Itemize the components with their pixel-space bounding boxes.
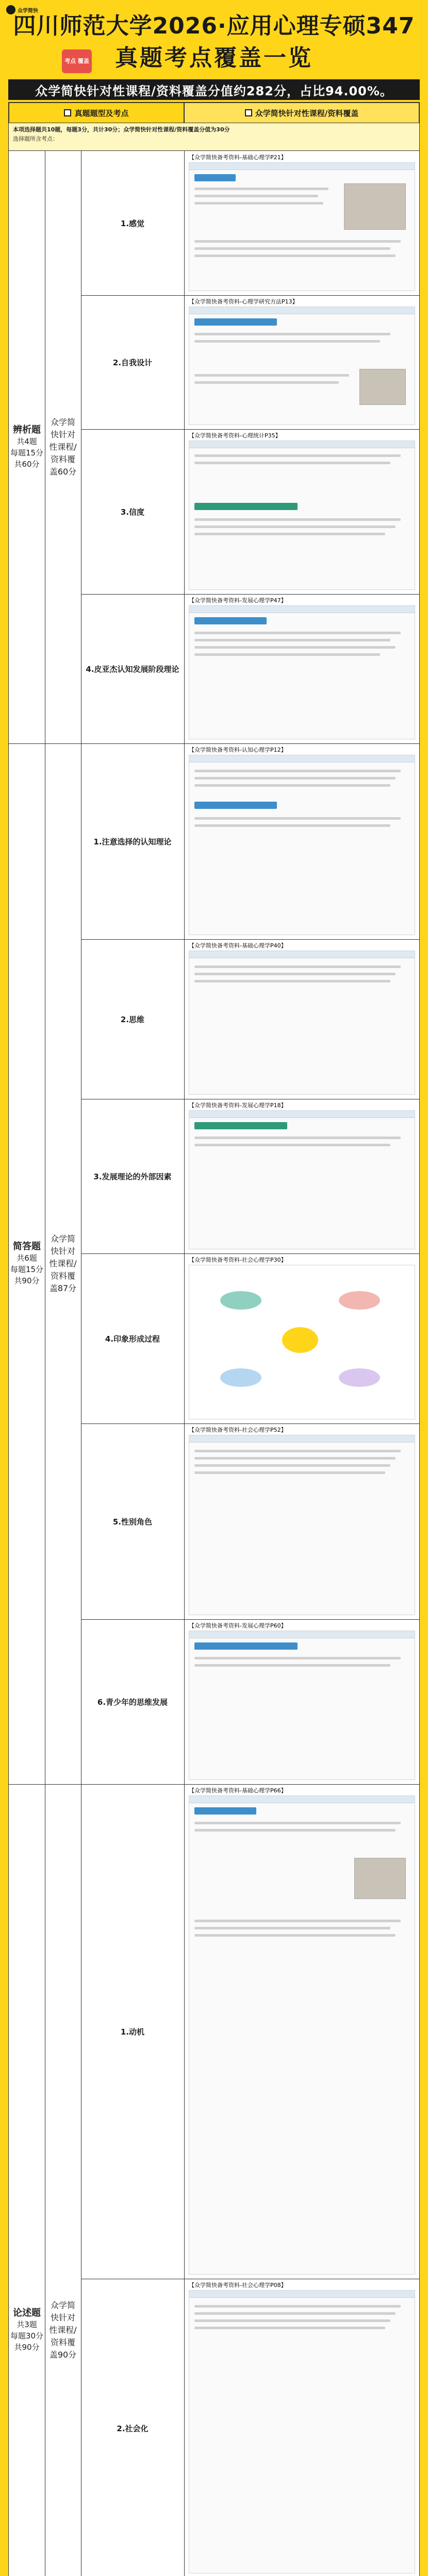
checkbox-icon	[245, 109, 252, 116]
section-name: 辨析题	[13, 425, 41, 435]
reference-shot	[184, 1423, 419, 1619]
coverage-note-2: 众学简快针对性课程/资料覆盖87分	[49, 1234, 77, 1293]
section-total: 共90分	[14, 2343, 40, 2352]
checkbox-icon	[64, 109, 71, 116]
table-header-right	[184, 103, 419, 123]
table-header-left-label: 真题题型及考点	[74, 108, 129, 118]
shot-label: 【众学简快备考资料-认知心理学P12】	[189, 747, 287, 753]
reference-shot	[184, 1253, 419, 1423]
reference-shot	[184, 1784, 419, 2279]
topic-2-5: 5.性别角色	[112, 1517, 153, 1527]
topic-2-2: 2.思维	[120, 1014, 145, 1024]
topic-2-3: 3.发展理论的外部因素	[93, 1172, 172, 1181]
shot-label: 【众学简快备考资料-发展心理学P60】	[189, 1622, 287, 1629]
section-points: 每题15分	[10, 448, 44, 457]
section-points: 每题30分	[10, 2331, 44, 2341]
coverage-table	[8, 102, 420, 2576]
table-header-left	[9, 103, 184, 123]
shot-label: 【众学简快备考资料-社会心理学P30】	[189, 1257, 287, 1263]
section-count: 共6题	[17, 1253, 37, 1263]
reference-shot	[184, 2279, 419, 2576]
shot-label: 【众学简快备考资料-基础心理学P40】	[189, 942, 287, 949]
page-title-line2: 真题考点覆盖一览	[115, 45, 313, 71]
shot-label: 【众学简快备考资料-基础心理学P66】	[189, 1787, 287, 1794]
section-label-3	[9, 1784, 45, 2576]
section-points: 每题15分	[10, 1265, 44, 1274]
section-label-2	[9, 743, 45, 1784]
topic-1-2: 2.自我设计	[112, 358, 153, 367]
coverage-note-3: 众学简快针对性课程/资料覆盖90分	[49, 2300, 77, 2360]
topic-1-1: 1.感觉	[120, 218, 145, 228]
section-name: 论述题	[13, 2308, 41, 2318]
topic-2-4: 4.印象形成过程	[105, 1334, 160, 1344]
shot-label: 【众学简快备考资料-发展心理学P47】	[189, 597, 287, 604]
mindmap	[189, 1265, 415, 1419]
summary-line1: 本项选择题共10题，每题3分，共计30分；众学简快针对性课程/资料覆盖分值为30分	[13, 126, 230, 133]
summary-line2: 选择题所含考点：	[13, 135, 58, 142]
topic-3-2: 2.社会化	[117, 2424, 149, 2433]
shot-label: 【众学简快备考资料-发展心理学P18】	[189, 1102, 287, 1109]
shot-label: 【众学简快备考资料-心理学研究方法P13】	[189, 298, 298, 305]
reference-shot	[184, 1619, 419, 1784]
section-label-1	[9, 151, 45, 743]
shot-label: 【众学简快备考资料-社会心理学P08】	[189, 2282, 287, 2289]
reference-shot	[184, 939, 419, 1099]
photo-icon	[344, 183, 406, 230]
coverage-badge: 考点 覆盖	[62, 49, 92, 73]
coverage-note-1: 众学简快针对性课程/资料覆盖60分	[49, 417, 77, 477]
topic-2-6: 6.青少年的思维发展	[97, 1697, 168, 1707]
topic-3-1: 1.动机	[120, 2027, 145, 2037]
logo-text: 众学简快	[18, 8, 38, 14]
table-header-right-label: 众学简快针对性课程/资料覆盖	[255, 108, 359, 118]
shot-label: 【众学简快备考资料-社会心理学P52】	[189, 1427, 287, 1433]
reference-shot	[184, 1099, 419, 1253]
reference-shot	[184, 429, 419, 594]
reference-shot	[184, 743, 419, 939]
section-count: 共3题	[17, 2320, 37, 2329]
section-count: 共4题	[17, 437, 37, 446]
summary-note	[9, 123, 419, 151]
topic-2-1: 1.注意选择的认知理论	[93, 837, 172, 846]
reference-shot	[184, 151, 419, 295]
photo-icon	[359, 369, 406, 405]
shot-label: 【众学简快备考资料-心理统计P35】	[189, 432, 281, 439]
shot-label: 【众学简快备考资料-基础心理学P21】	[189, 154, 287, 161]
topic-1-4: 4.皮亚杰认知发展阶段理论	[86, 664, 179, 674]
reference-shot	[184, 295, 419, 429]
page-header	[0, 0, 428, 77]
section-total: 共60分	[14, 460, 40, 469]
reference-shot	[184, 594, 419, 743]
photo-icon	[354, 1858, 406, 1899]
section-name: 简答题	[13, 1241, 41, 1252]
section-total: 共90分	[14, 1276, 40, 1285]
topic-1-3: 3.信度	[120, 507, 145, 517]
coverage-banner: 众学简快针对性课程/资料覆盖分值约282分，占比94.00%。	[8, 79, 420, 100]
page-title-line1: 四川师范大学2026·应用心理专硕347	[13, 13, 415, 39]
